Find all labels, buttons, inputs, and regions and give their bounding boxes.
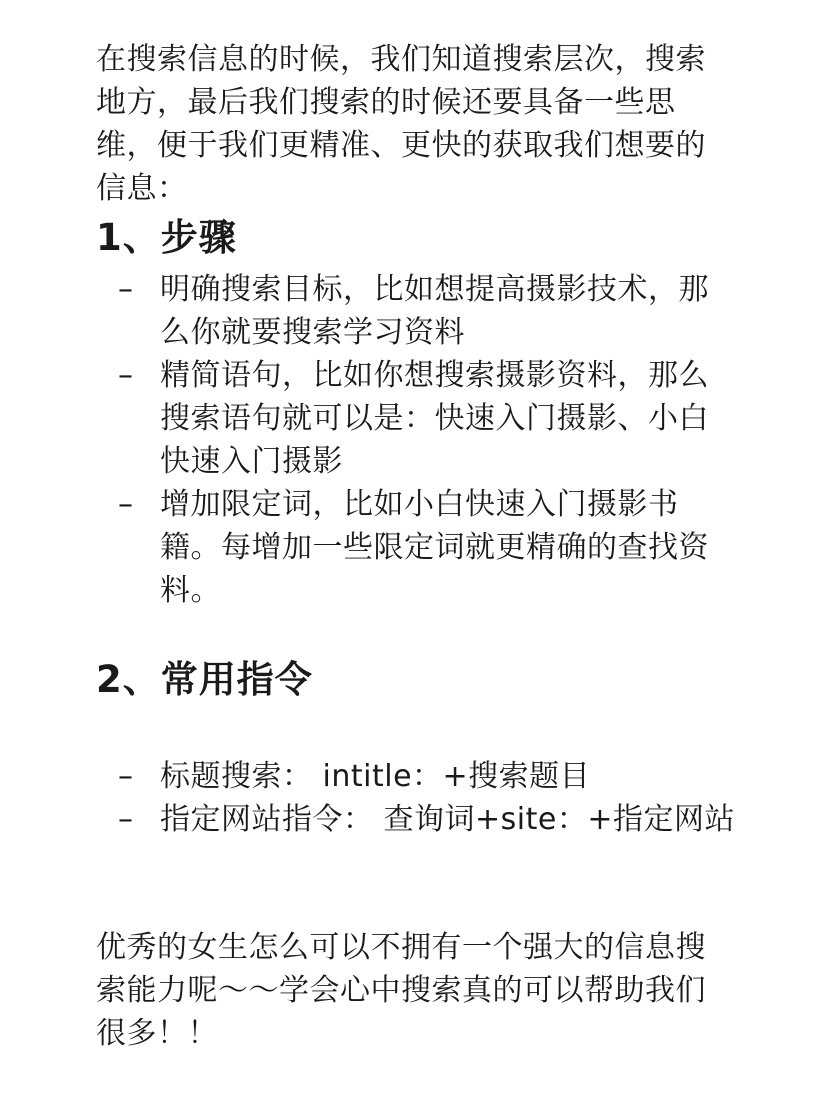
list-item-text: 指定网站指令： 查询词+site：+指定网站 [160,802,735,837]
dash-bullet: – [118,759,134,794]
list-item-line: 快速入门摄影 [160,444,343,479]
list-item-line: 明确搜索目标，比如想提高摄影技术，那 [160,272,709,307]
dash-bullet: – [118,272,134,307]
intro-line: 在搜索信息的时候，我们知道搜索层次，搜索 [96,42,706,77]
intro-paragraph [96,38,736,210]
list-item-text [160,268,738,354]
list-item-line: 搜索语句就可以是：快速入门摄影、小白 [160,401,709,436]
list-item [118,483,738,612]
dash-bullet: – [118,802,134,837]
list-item-text [160,483,738,612]
outro-line: 索能力呢～～学会心中搜索真的可以帮助我们 [96,973,706,1008]
list-item-text [160,354,738,483]
dash-bullet: – [118,487,134,522]
outro-line: 优秀的女生怎么可以不拥有一个强大的信息搜 [96,930,706,965]
intro-line: 地方，最后我们搜索的时候还要具备一些思 [96,85,676,120]
section-heading-commands: 2、常用指令 [96,658,313,701]
list-item-line: 么你就要搜索学习资料 [160,315,465,350]
list-item-line: 精简语句，比如你想搜索摄影资料，那么 [160,358,709,393]
outro-line: 很多！！ [96,1016,218,1051]
list-item-line: 增加限定词，比如小白快速入门摄影书 [160,487,679,522]
list-item-line: 料。 [160,573,221,608]
dash-bullet: – [118,358,134,393]
intro-line: 信息： [96,171,188,206]
list-item [118,268,738,354]
list-item [118,798,738,841]
list-item [118,354,738,483]
list-item-text: 标题搜索： intitle：+搜索题目 [160,759,591,794]
section-heading-steps: 1、步骤 [96,216,237,259]
list-item-line: 籍。每增加一些限定词就更精确的查找资 [160,530,709,565]
list-item [118,755,738,798]
intro-line: 维，便于我们更精准、更快的获取我们想要的 [96,128,706,163]
closing-paragraph [96,926,736,1055]
